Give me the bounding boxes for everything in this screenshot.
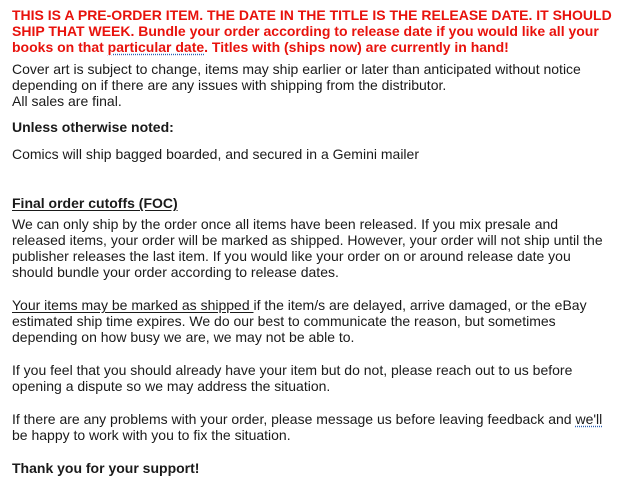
particular-date-flagged-text: particular date xyxy=(107,39,205,55)
problems-text-end: be happy to work with you to fix the situation. xyxy=(12,427,291,443)
problems-notice xyxy=(12,411,612,443)
cover-art-text: Cover art is subject to change, items may ship earlier or later than anticipated without notice depending on if there are any issues with shipping from the distributor. xyxy=(12,61,581,93)
preorder-warning-text: THIS IS A PRE-ORDER ITEM. THE DATE IN THE TITLE IS THE RELEASE DATE. IT SHOULD SHIP THAT WEEK. Bundle your order according to release date if you would like all your books on that xyxy=(12,7,612,55)
foc-heading: Final order cutoffs (FOC) xyxy=(12,195,178,211)
reach-out-text: If you feel that you should already have your item but do not, please reach out to us before opening a dispute so we may address the situation. xyxy=(12,362,573,394)
marked-shipped-text: if the item/s are delayed, arrive damaged, or the eBay estimated ship time expires. We do our best to communicate the reason, but sometimes depending on how busy we are, we may not be able to. xyxy=(12,297,587,345)
preorder-warning xyxy=(12,7,612,55)
all-sales-final-text: All sales are final. xyxy=(12,93,122,109)
cover-art-notice xyxy=(12,61,612,109)
marked-shipped-underlined: Your items may be marked as shipped xyxy=(12,297,254,313)
comics-shipping-text: Comics will ship bagged boarded, and secured in a Gemini mailer xyxy=(12,146,419,162)
ship-policy-text: We can only ship by the order once all items have been released. If you mix presale and released items, your order will be marked as shipped. However, your order will not ship until the publisher releases the last item. If you would like your order on or around release date you should bundle your order according to release dates. xyxy=(12,216,603,280)
problems-text: If there are any problems with your order, please message us before leaving feedback and xyxy=(12,411,576,427)
thank-you-text: Thank you for your support! xyxy=(12,460,200,476)
well-flagged-text: we'll xyxy=(575,411,603,427)
marked-shipped-notice xyxy=(12,297,612,345)
preorder-warning-end: . Titles with (ships now) are currently in hand! xyxy=(204,39,509,55)
unless-noted-heading: Unless otherwise noted: xyxy=(12,119,174,135)
